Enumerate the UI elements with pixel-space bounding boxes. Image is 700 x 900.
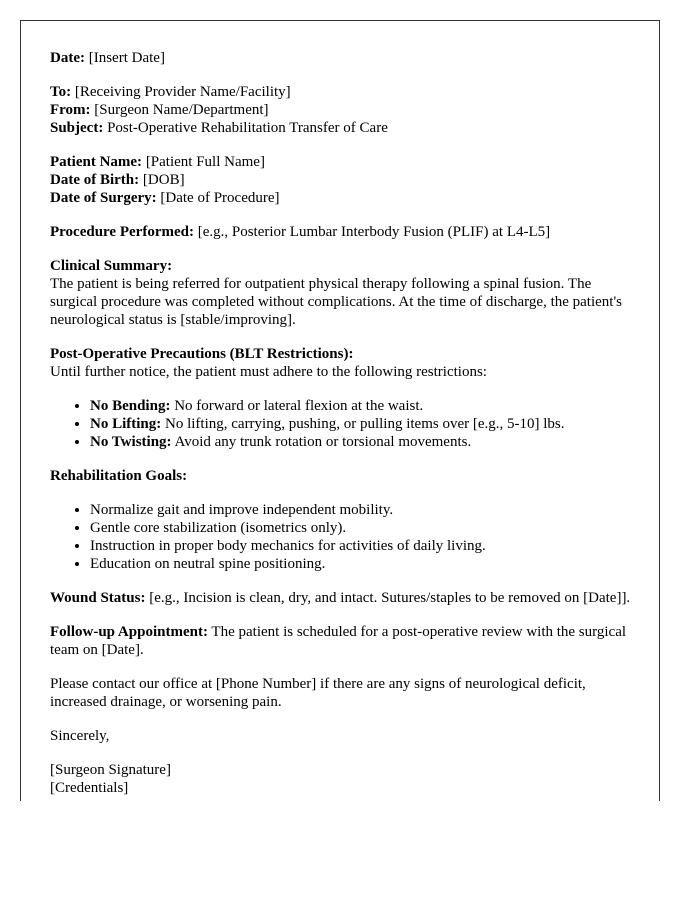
wound-status-value: [e.g., Incision is clean, dry, and intact. Sutures/staples to be removed on [Date]]. — [145, 590, 631, 606]
subject-line — [50, 119, 640, 137]
wound-status-line — [50, 589, 640, 607]
rehab-goals-heading: Rehabilitation Goals: — [50, 468, 188, 484]
follow-up-label: Follow-up Appointment: — [50, 624, 208, 640]
to-line — [50, 83, 640, 101]
clinical-summary-section — [50, 257, 640, 329]
list-item: • Education on neutral spine positioning. — [90, 555, 640, 573]
from-value: [Surgeon Name/Department] — [90, 102, 269, 118]
precaution-text: Avoid any trunk rotation or torsional movements. — [171, 434, 472, 450]
signature-block — [50, 761, 640, 797]
list-item: • Gentle core stabilization (isometrics only). — [90, 519, 640, 537]
precaution-label: No Lifting: — [90, 416, 162, 432]
follow-up-value: The patient is scheduled for a post-operative review with the surgical team on [Date]. — [50, 624, 627, 658]
precaution-label: No Twisting: — [90, 434, 172, 450]
referral-letter — [50, 49, 640, 801]
dob-line — [50, 171, 640, 189]
wound-status-label: Wound Status: — [50, 590, 146, 606]
contact-note: Please contact our office at [Phone Number] if there are any signs of neurological deficit, increased drainage, or worsening pain. — [50, 676, 586, 710]
from-line — [50, 101, 640, 119]
rehab-goals-list — [50, 501, 640, 573]
list-item — [90, 433, 640, 451]
clinical-summary-text: The patient is being referred for outpatient physical therapy following a spinal fusion. The surgical procedure was completed without complications. At the time of discharge, the patient's neurological status is [stable/improving]. — [50, 276, 622, 328]
list-item — [90, 415, 640, 433]
dob-value: [DOB] — [139, 172, 185, 188]
precautions-intro: Until further notice, the patient must adhere to the following restrictions: — [50, 364, 487, 380]
precautions-section — [50, 345, 640, 381]
surgery-date-value: [Date of Procedure] — [156, 190, 280, 206]
procedure-label: Procedure Performed: — [50, 224, 194, 240]
patient-name-value: [Patient Full Name] — [142, 154, 265, 170]
clinical-summary-heading: Clinical Summary: — [50, 258, 173, 274]
credentials: [Credentials] — [50, 780, 129, 796]
precaution-text: No lifting, carrying, pushing, or pulling items over [e.g., 5-10] lbs. — [161, 416, 565, 432]
subject-label: Subject: — [50, 120, 104, 136]
follow-up-line — [50, 623, 640, 659]
procedure-value: [e.g., Posterior Lumbar Interbody Fusion (PLIF) at L4-L5] — [193, 224, 551, 240]
surgery-date-line — [50, 189, 640, 207]
routing-block — [50, 83, 640, 137]
list-item: • Normalize gait and improve independent mobility. — [90, 501, 640, 519]
surgery-date-label: Date of Surgery: — [50, 190, 157, 206]
procedure-line — [50, 223, 640, 241]
document-frame — [20, 20, 660, 801]
list-item: • Instruction in proper body mechanics for activities of daily living. — [90, 537, 640, 555]
date-value: [Insert Date] — [84, 50, 165, 66]
closing: Sincerely, — [50, 728, 110, 744]
patient-info-block — [50, 153, 640, 207]
date-line — [50, 49, 640, 67]
patient-name-label: Patient Name: — [50, 154, 143, 170]
subject-value: Post-Operative Rehabilitation Transfer of Care — [103, 120, 388, 136]
date-label: Date: — [50, 50, 85, 66]
to-label: To: — [50, 84, 72, 100]
precaution-label: No Bending: — [90, 398, 171, 414]
list-item — [90, 397, 640, 415]
dob-label: Date of Birth: — [50, 172, 140, 188]
rehab-goals-section — [50, 467, 640, 485]
from-label: From: — [50, 102, 91, 118]
to-value: [Receiving Provider Name/Facility] — [71, 84, 291, 100]
patient-name-line — [50, 153, 640, 171]
signature: [Surgeon Signature] — [50, 762, 171, 778]
precautions-heading: Post-Operative Precautions (BLT Restrictions): — [50, 346, 354, 362]
precautions-list — [50, 397, 640, 451]
precaution-text: No forward or lateral flexion at the waist. — [170, 398, 424, 414]
